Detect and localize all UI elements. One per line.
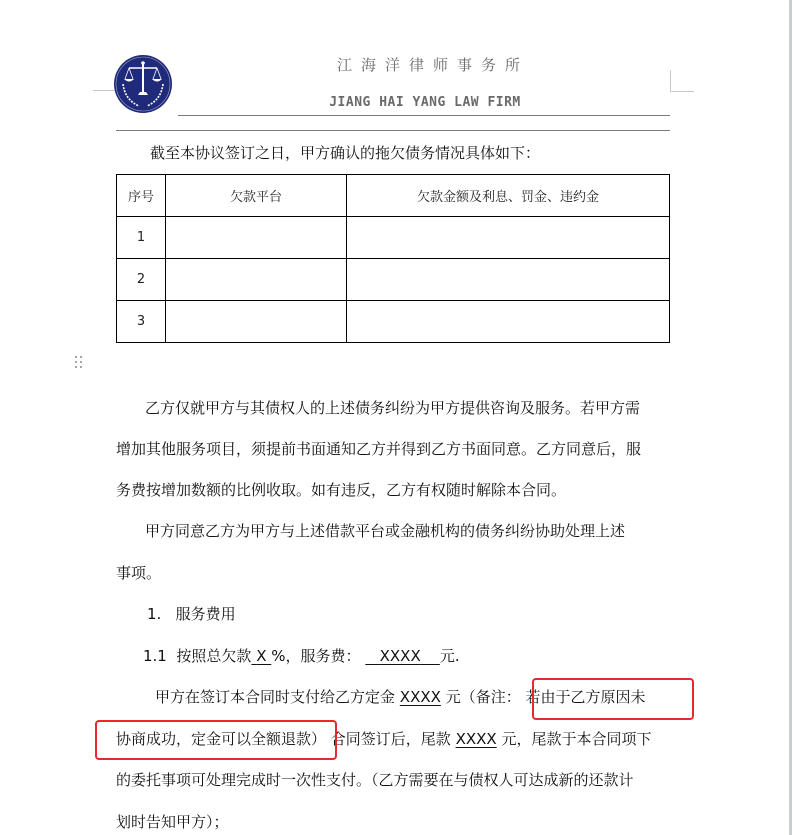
table-row bbox=[117, 301, 670, 343]
deposit-paragraph-line: 协商成功，定金可以全额退款） 合同签订后，尾款 XXXX 元，尾款于本合同项下 bbox=[116, 730, 652, 748]
header-rule bbox=[116, 130, 670, 131]
clause-text: %，服务费： bbox=[271, 647, 361, 665]
intro-paragraph: 截至本协议签订之日，甲方确认的拖欠债务情况具体如下： bbox=[150, 144, 541, 162]
column-header-amount: 欠款金额及利息、罚金、违约金 bbox=[347, 175, 670, 217]
fee-blank-field[interactable]: XXXX bbox=[379, 647, 421, 665]
section-heading-service-fee bbox=[147, 604, 236, 624]
balance-amount-field[interactable]: XXXX bbox=[455, 730, 497, 748]
scope-paragraph-line: 务费按增加数额的比例收取。如有违反，乙方有权随时解除本合同。 bbox=[116, 481, 567, 499]
highlighted-note-text: 协商成功，定金可以全额退款） bbox=[116, 730, 327, 748]
highlighted-note-text: 若由于乙方原因未 bbox=[525, 688, 646, 706]
law-firm-logo-icon bbox=[113, 54, 173, 114]
percent-blank-field[interactable]: X bbox=[256, 647, 267, 665]
annotation-highlight-box bbox=[532, 678, 694, 720]
table-row bbox=[117, 259, 670, 301]
margin-mark-right bbox=[670, 91, 694, 92]
section-number: 1. bbox=[147, 605, 162, 623]
deposit-paragraph-line: 划时告知甲方）； bbox=[116, 813, 229, 831]
cell-amount[interactable] bbox=[347, 217, 670, 259]
clause-1-1 bbox=[143, 646, 460, 666]
clause-text: 按照总欠款 bbox=[176, 647, 252, 665]
cell-index[interactable]: 1 bbox=[117, 217, 166, 259]
table-header-row bbox=[117, 175, 670, 217]
scope-paragraph-line: 增加其他服务项目，须提前书面通知乙方并得到乙方书面同意。乙方同意后，服 bbox=[116, 440, 642, 458]
cell-index[interactable]: 2 bbox=[117, 259, 166, 301]
firm-name-chinese: 江海洋律师事务所 bbox=[336, 56, 529, 74]
deposit-paragraph-line: 的委托事项可处理完成时一次性支付。（乙方需要在与债权人可达成新的还款计 bbox=[116, 771, 634, 789]
cell-amount[interactable] bbox=[347, 301, 670, 343]
column-header-index: 序号 bbox=[117, 175, 166, 217]
margin-mark-left bbox=[93, 90, 115, 91]
column-header-platform: 欠款平台 bbox=[166, 175, 347, 217]
deposit-paragraph-line: 甲方在签订本合同时支付给乙方定金 XXXX 元（备注： 若由于乙方原因未 bbox=[155, 688, 646, 706]
firm-name-english: JIANG HAI YANG LAW FIRM bbox=[329, 95, 521, 110]
cell-platform[interactable] bbox=[166, 301, 347, 343]
clause-number: 1.1 bbox=[143, 647, 167, 665]
clause-text: 元. bbox=[439, 647, 460, 665]
cell-amount[interactable] bbox=[347, 259, 670, 301]
cell-platform[interactable] bbox=[166, 259, 347, 301]
cell-platform[interactable] bbox=[166, 217, 347, 259]
scope-paragraph-line: 乙方仅就甲方与其债权人的上述债务纠纷为甲方提供咨询及服务。若甲方需 bbox=[145, 399, 641, 417]
section-title: 服务费用 bbox=[175, 605, 236, 623]
table-row bbox=[117, 217, 670, 259]
annotation-highlight-box bbox=[95, 720, 337, 760]
agreement-paragraph-line: 甲方同意乙方为甲方与上述借款平台或金融机构的债务纠纷协助处理上述 bbox=[145, 522, 626, 540]
cell-index[interactable]: 3 bbox=[117, 301, 166, 343]
debt-table bbox=[116, 174, 670, 343]
deposit-amount-field[interactable]: XXXX bbox=[399, 688, 441, 706]
header-rule bbox=[178, 115, 670, 116]
agreement-paragraph-line: 事项。 bbox=[116, 564, 162, 582]
drag-handle-icon[interactable] bbox=[75, 356, 83, 370]
